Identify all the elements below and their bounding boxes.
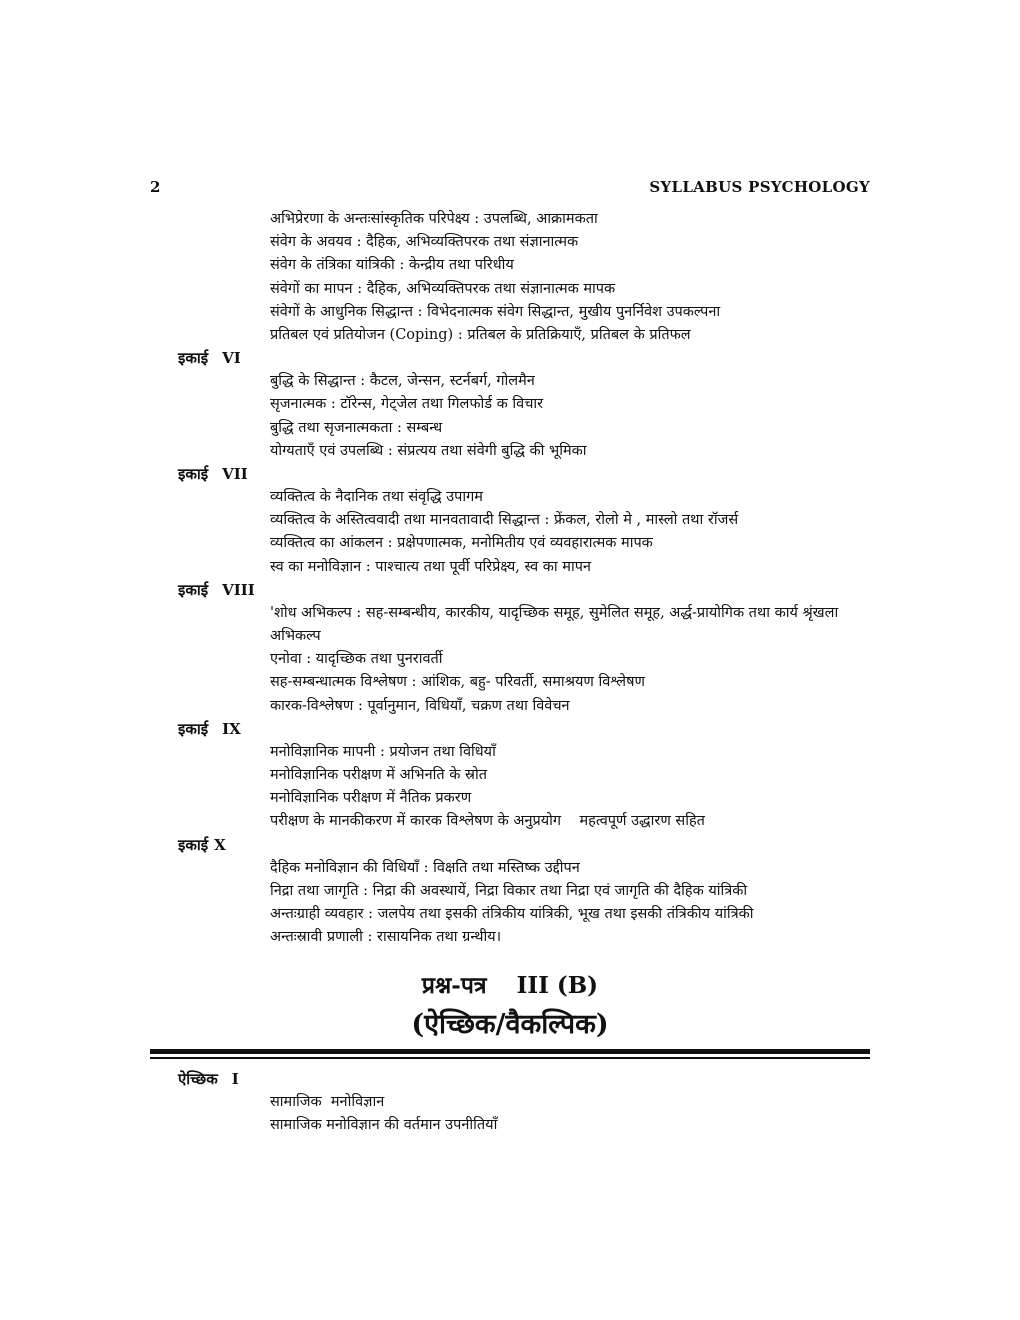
topic-line: सह-सम्बन्धात्मक विश्लेषण : आंशिक, बहु- परिवर्ती, समाश्रयण विश्लेषण	[270, 674, 645, 691]
unit-heading	[178, 718, 878, 741]
unit-number: X	[214, 835, 226, 854]
elective-heading	[178, 1068, 878, 1091]
topic-line: संवेगों के आधुनिक सिद्धान्त : विभेदनात्मक संवेग सिद्धान्त, मुखीय पुनर्निवेश उपकल्पना	[270, 303, 721, 320]
topic-line: अन्तःग्राही व्यवहार : जलपेय तथा इसकी तंत्रिकीय यांत्रिकी, भूख तथा इसकी तंत्रिकीय यांत्रिकी	[270, 906, 754, 923]
paper-subtitle: (ऐच्छिक/वैकल्पिक)	[411, 1009, 609, 1040]
section-divider-thick	[150, 1049, 870, 1054]
topic-line: कारक-विश्लेषण : पूर्वानुमान, विधियाँ, चक्रण तथा विवेचन	[270, 697, 570, 714]
section-divider-thin	[150, 1057, 870, 1059]
topic-line: सृजनात्मक : टॉरेन्स, गेट्जेल तथा गिलफोर्ड क विचार	[270, 396, 544, 413]
unit-number: VI	[222, 349, 241, 368]
page-number: 2	[150, 178, 161, 196]
unit-heading	[178, 834, 878, 857]
syllabus-units	[178, 208, 878, 949]
topic-line: स्व का मनोविज्ञान : पाश्चात्य तथा पूर्वी परिप्रेक्ष्य, स्व का मापन	[270, 558, 591, 575]
unit-vi	[178, 347, 878, 463]
paper-title	[0, 968, 1020, 1000]
unit-ix	[178, 718, 878, 834]
elective-label: ऐच्छिक	[178, 1070, 218, 1088]
unit-label: इकाई	[178, 465, 209, 484]
paper-number: III (B)	[516, 972, 599, 999]
topic-line: मनोविज्ञानिक मापनी : प्रयोजन तथा विधियाँ	[270, 743, 496, 760]
topic-line: मनोविज्ञानिक परीक्षण में अभिनति के स्रोत	[270, 767, 487, 784]
unit-heading	[178, 579, 878, 602]
elective-section	[178, 1068, 878, 1137]
topic-line: बुद्धि के सिद्धान्त : कैटल, जेन्सन, स्टर्नबर्ग, गोलमैन	[270, 373, 535, 390]
topic-line: परीक्षण के मानकीकरण में कारक विश्लेषण के अनुप्रयोग महत्वपूर्ण उद्धारण सहित	[270, 813, 705, 830]
running-head: SYLLABUS PSYCHOLOGY	[649, 178, 870, 196]
topic-line: संवेग के तंत्रिका यांत्रिकी : केन्द्रीय तथा परिधीय	[270, 257, 514, 274]
topic-line: प्रतिबल एवं प्रतियोजन (Coping) : प्रतिबल के प्रतिक्रियाएँ, प्रतिबल के प्रतिफल	[270, 327, 691, 344]
unit-heading	[178, 347, 878, 370]
unit-label: इकाई	[178, 719, 209, 738]
topic-line: मनोविज्ञानिक परीक्षण में नैतिक प्रकरण	[270, 790, 472, 807]
topic-line: व्यक्तित्व के अस्तित्ववादी तथा मानवतावादी सिद्धान्त : फ्रेंकल, रोलो मे , मास्लो तथा रॉजर्स	[270, 512, 739, 529]
unit-label: इकाई	[178, 580, 209, 599]
topic-line: अभिकल्प	[270, 628, 321, 645]
topic-line: एनोवा : यादृच्छिक तथा पुनरावर्ती	[270, 651, 443, 668]
topic-line: 'शोध अभिकल्प : सह-सम्बन्धीय, कारकीय, यादृच्छिक समूह, सुमेलित समूह, अर्द्ध-प्रायोगिक तथा कार्य श्रृंखला	[270, 604, 839, 621]
topic-line: अभिप्रेरणा के अन्तःसांस्कृतिक परिपेक्ष्य : उपलब्धि, आक्रामकता	[270, 211, 598, 227]
unit-label: इकाई	[178, 349, 209, 368]
paper-label: प्रश्न-पत्र	[421, 972, 487, 999]
unit-viii	[178, 579, 878, 718]
unit-x	[178, 834, 878, 950]
unit-number: IX	[222, 719, 241, 738]
topic-line: बुद्धि तथा सृजनात्मकता : सम्बन्ध	[270, 419, 443, 436]
unit-number: VIII	[222, 580, 255, 599]
topic-line: संवेग के अवयव : दैहिक, अभिव्यक्तिपरक तथा संज्ञानात्मक	[270, 234, 579, 251]
topic-line: सामाजिक मनोविज्ञान	[270, 1094, 385, 1110]
unit-heading	[178, 463, 878, 486]
topic-line: व्यक्तित्व के नैदानिक तथा संवृद्धि उपागम	[270, 489, 483, 506]
topic-line: व्यक्तित्व का आंकलन : प्रक्षेपणात्मक, मनोमितीय एवं व्यवहारात्मक मापक	[270, 535, 653, 552]
elective-number: I	[231, 1070, 239, 1088]
topic-line: अन्तःस्रावी प्रणाली : रासायनिक तथा ग्रन्थीय।	[270, 929, 502, 946]
topic-line: सामाजिक मनोविज्ञान की वर्तमान उपनीतियाँ	[270, 1117, 498, 1134]
topic-line: योग्यताएँ एवं उपलब्धि : संप्रत्यय तथा संवेगी बुद्धि की भूमिका	[270, 442, 587, 459]
topic-line: संवेगों का मापन : दैहिक, अभिव्यक्तिपरक तथा संज्ञानात्मक मापक	[270, 280, 616, 297]
intro-topic-list	[178, 208, 878, 347]
unit-number: VII	[222, 465, 248, 484]
unit-label: इकाई	[178, 835, 209, 854]
topic-line: निद्रा तथा जागृति : निद्रा की अवस्थायें, निद्रा विकार तथा निद्रा एवं जागृति की दैहिक यांत्रिकी	[270, 882, 748, 899]
unit-vii	[178, 463, 878, 579]
topic-line: दैहिक मनोविज्ञान की विधियाँ : विक्षति तथा मस्तिष्क उद्दीपन	[270, 859, 580, 876]
